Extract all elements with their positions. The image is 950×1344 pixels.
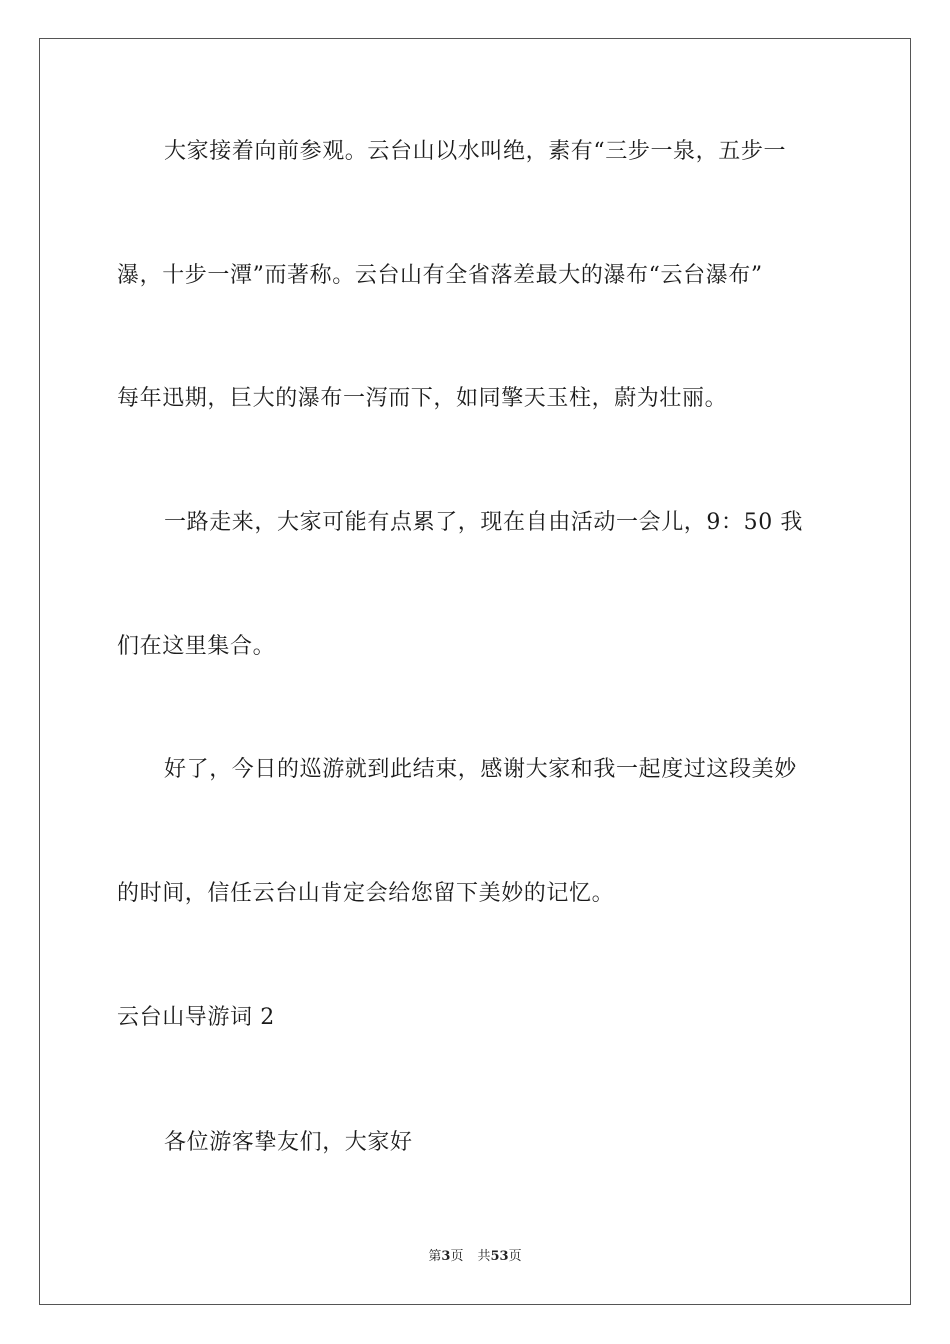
paragraph-line: 们在这里集合。 (117, 634, 276, 659)
page-number: 3 (441, 1249, 451, 1264)
page-border (39, 38, 911, 1305)
paragraph-line: 的时间，信任云台山肯定会给您留下美妙的记忆。 (117, 881, 615, 906)
paragraph-line: 好了，今日的巡游就到此结束，感谢大家和我一起度过这段美妙 (164, 757, 797, 782)
paragraph-line: 一路走来，大家可能有点累了，现在自由活动一会儿，9：50 我 (164, 510, 803, 535)
paragraph-line: 大家接着向前参观。云台山以水叫绝，素有“三步一泉，五步一 (164, 139, 787, 164)
paragraph-line: 瀑，十步一潭”而著称。云台山有全省落差最大的瀑布“云台瀑布” (117, 263, 763, 288)
page-prefix: 第 (428, 1249, 442, 1264)
total-prefix: 共 (477, 1249, 491, 1264)
paragraph-line: 各位游客挚友们，大家好 (164, 1130, 413, 1155)
page-suffix: 页 (450, 1249, 464, 1264)
total-pages: 53 (490, 1249, 509, 1264)
page-footer (0, 1248, 950, 1266)
paragraph-line: 每年迅期，巨大的瀑布一泻而下，如同擎天玉柱，蔚为壮丽。 (117, 386, 728, 411)
section-heading: 云台山导游词 2 (117, 1005, 275, 1030)
total-suffix: 页 (508, 1249, 522, 1264)
